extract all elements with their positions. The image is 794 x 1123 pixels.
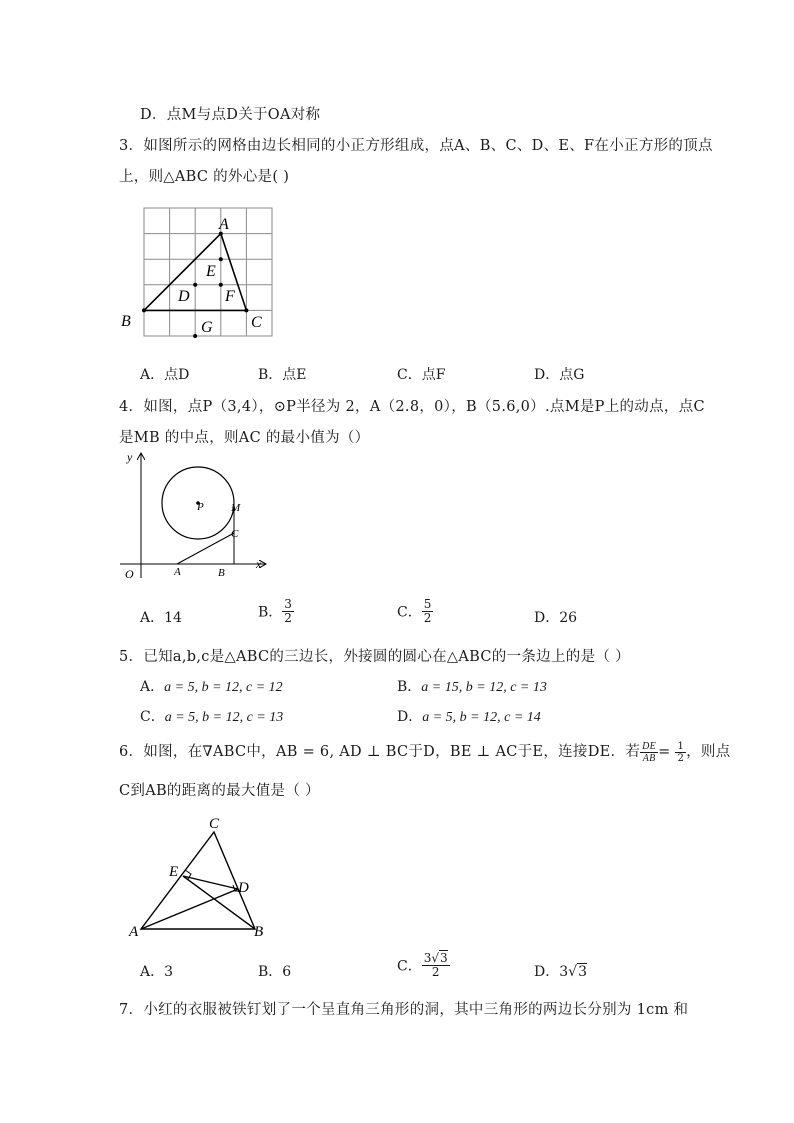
q5-option-d: D．a = 5, b = 12, c = 14: [397, 709, 541, 725]
q3-label-f: F: [225, 288, 235, 305]
q3-stem-line1: 3．如图所示的网格由边长相同的小正方形组成，点A、B、C、D、E、F在小正方形的顶点: [119, 138, 713, 154]
q3-point-b: [142, 308, 146, 312]
q6-label-d: D: [238, 880, 249, 896]
q3-grid-figure: [115, 200, 285, 345]
q4-option-d: D．26: [534, 610, 578, 626]
q6-stem-line1: 6．如图，在∇ABC中，AB = 6, AD ⊥ BC于D，BE ⊥ AC于E，连接DE．若 $\frac{DE}{AB}$ = $\frac{1}{2}$ ，则点: [119, 740, 731, 764]
q4-option-a: A．14: [140, 610, 182, 626]
q4-label-o: O: [125, 567, 134, 581]
q2-option-d: D．点M与点D关于OA对称: [140, 107, 321, 123]
q4-label-p: P: [197, 501, 204, 513]
q4-label-b: B: [218, 567, 225, 579]
q5-option-b: B．a = 15, b = 12, c = 13: [397, 679, 547, 695]
q3-option-c: C．点F: [397, 367, 446, 383]
q3-stem-line2: 上，则△ABC 的外心是( ): [119, 169, 290, 185]
q4-label-a: A: [174, 566, 181, 578]
q4-coordinate-figure: [115, 448, 275, 583]
q6-label-b: B: [254, 924, 264, 940]
q4-option-c: C． $\frac{5}{2}$: [397, 597, 432, 625]
q6-stem-line2: C到AB的距离的最大值是（ ）: [119, 783, 320, 799]
q3-point-e: [219, 257, 223, 261]
q3-label-b: B: [121, 313, 131, 330]
q6-option-b: B．6: [258, 964, 292, 980]
q7-stem-line1: 7．小红的衣服被铁钉划了一个呈直角三角形的洞，其中三角形的两边长分别为 1cm 和: [119, 1002, 689, 1018]
q6-label-e: E: [169, 864, 179, 880]
q3-option-b: B．点E: [258, 367, 307, 383]
q3-option-a: A．点D: [140, 367, 190, 383]
q5-option-c: C．a = 5, b = 12, c = 13: [140, 709, 284, 725]
q3-point-c: [244, 308, 248, 312]
q3-label-a: A: [219, 216, 229, 233]
q4-label-c: C: [231, 528, 239, 540]
q5-stem: 5．已知a,b,c是△ABC的三边长，外接圆的圆心在△ABC的一条边上的是（ ）: [119, 649, 630, 665]
q3-point-f: [219, 283, 223, 287]
q4-stem-line2: 是MB 的中点，则AC 的最小值为（）: [119, 430, 370, 446]
q4-label-y: y: [127, 450, 133, 464]
q4-label-x: x: [256, 557, 262, 571]
q6-triangle-figure: [125, 812, 270, 942]
q6-option-d: D．3√3: [534, 964, 587, 980]
q3-label-g: G: [201, 319, 213, 336]
q4-option-b: B． $\frac{3}{2}$: [258, 597, 292, 625]
q5-option-a: A．a = 5, b = 12, c = 12: [140, 679, 283, 695]
q6-option-c: C． $\frac{3√3}{2}$: [397, 951, 448, 979]
q6-option-a: A．3: [140, 964, 174, 980]
q3-label-d: D: [178, 288, 190, 305]
q3-option-d: D．点G: [534, 367, 585, 383]
q3-point-d: [193, 283, 197, 287]
q3-label-e: E: [206, 263, 216, 280]
q3-point-g: [193, 334, 197, 338]
q3-label-c: C: [251, 314, 262, 331]
q6-label-a: A: [129, 924, 139, 940]
q4-label-m: M: [231, 502, 241, 514]
q6-label-c: C: [209, 816, 220, 832]
q4-stem-line1: 4．如图，点P（3,4），⊙P半径为 2，A（2.8，0），B（5.6,0）.点M是P上的动点，点C: [119, 399, 705, 415]
